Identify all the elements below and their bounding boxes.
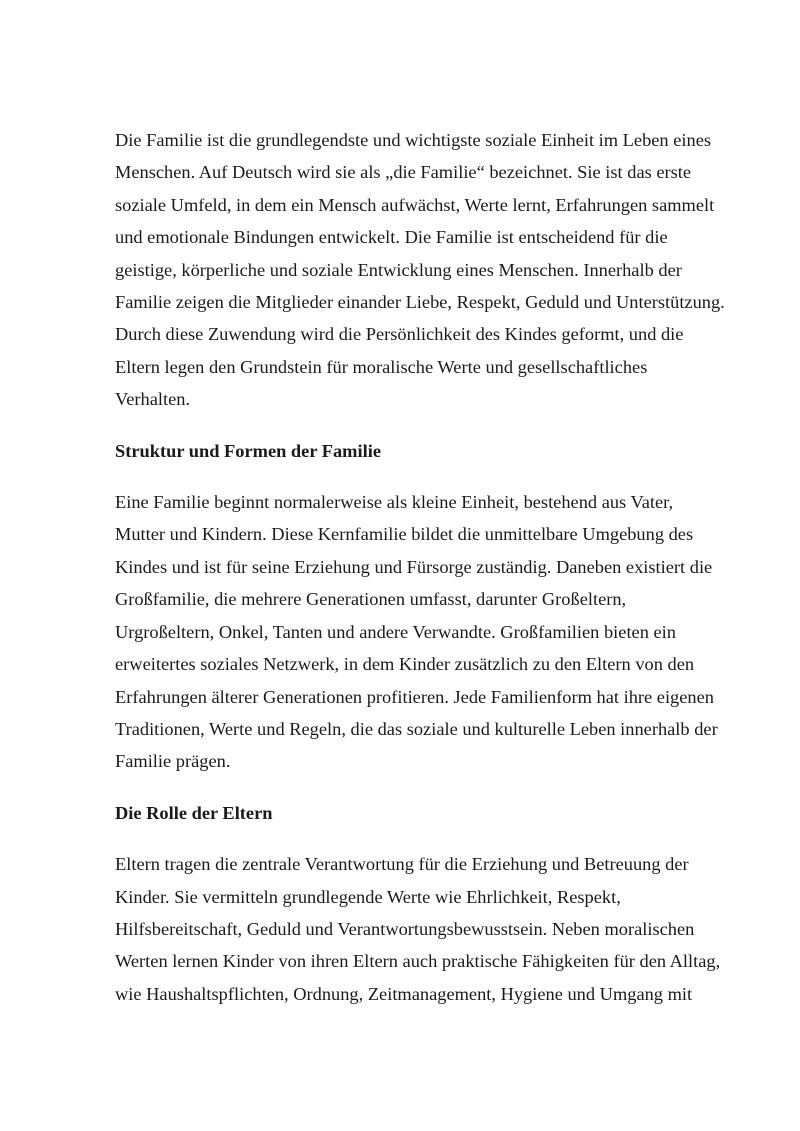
- text-line: Eltern legen den Grundstein für moralische Werte und gesellschaftliches: [115, 356, 648, 377]
- parents-role-paragraph: [115, 848, 755, 1010]
- intro-paragraph: [115, 124, 755, 416]
- text-line: Eine Familie beginnt normalerweise als kleine Einheit, bestehend aus Vater,: [115, 492, 674, 513]
- text-line: Familie prägen.: [115, 751, 231, 772]
- text-line: Menschen. Auf Deutsch wird sie als „die Familie“ bezeichnet. Sie ist das erste: [115, 162, 692, 183]
- text-line: Werten lernen Kinder von ihren Eltern auch praktische Fähigkeiten für den Alltag,: [115, 951, 721, 972]
- section-heading-structure: Struktur und Formen der Familie: [115, 440, 381, 461]
- text-line: Eltern tragen die zentrale Verantwortung für die Erziehung und Betreuung der: [115, 854, 689, 875]
- text-line: Traditionen, Werte und Regeln, die das soziale und kulturelle Leben innerhalb der: [115, 718, 718, 739]
- text-line: Kinder. Sie vermitteln grundlegende Werte wie Ehrlichkeit, Respekt,: [115, 886, 621, 907]
- text-line: Großfamilie, die mehrere Generationen umfasst, darunter Großeltern,: [115, 589, 627, 610]
- text-line: wie Haushaltspflichten, Ordnung, Zeitmanagement, Hygiene und Umgang mit: [115, 983, 693, 1004]
- document-body: [115, 124, 755, 1029]
- structure-paragraph: [115, 486, 755, 778]
- text-line: Mutter und Kindern. Diese Kernfamilie bildet die unmittelbare Umgebung des: [115, 524, 694, 545]
- text-line: Hilfsbereitschaft, Geduld und Verantwortungsbewusstsein. Neben moralischen: [115, 918, 695, 939]
- text-line: Urgroßeltern, Onkel, Tanten und andere Verwandte. Großfamilien bieten ein: [115, 621, 676, 642]
- text-line: Durch diese Zuwendung wird die Persönlichkeit des Kindes geformt, und die: [115, 324, 684, 345]
- text-line: Erfahrungen älterer Generationen profitieren. Jede Familienform hat ihre eigenen: [115, 686, 714, 707]
- text-line: Familie zeigen die Mitglieder einander Liebe, Respekt, Geduld und Unterstützung.: [115, 292, 725, 313]
- text-line: geistige, körperliche und soziale Entwicklung eines Menschen. Innerhalb der: [115, 259, 682, 280]
- text-line: Verhalten.: [115, 389, 191, 410]
- text-line: soziale Umfeld, in dem ein Mensch aufwächst, Werte lernt, Erfahrungen sammelt: [115, 194, 715, 215]
- text-line: Kindes und ist für seine Erziehung und Fürsorge zuständig. Daneben existiert die: [115, 556, 713, 577]
- text-line: Die Familie ist die grundlegendste und wichtigste soziale Einheit im Leben eines: [115, 130, 712, 150]
- text-line: und emotionale Bindungen entwickelt. Die Familie ist entscheidend für die: [115, 227, 668, 248]
- text-line: erweitertes soziales Netzwerk, in dem Kinder zusätzlich zu den Eltern von den: [115, 654, 695, 675]
- section-heading-parents-role: Die Rolle der Eltern: [115, 802, 273, 823]
